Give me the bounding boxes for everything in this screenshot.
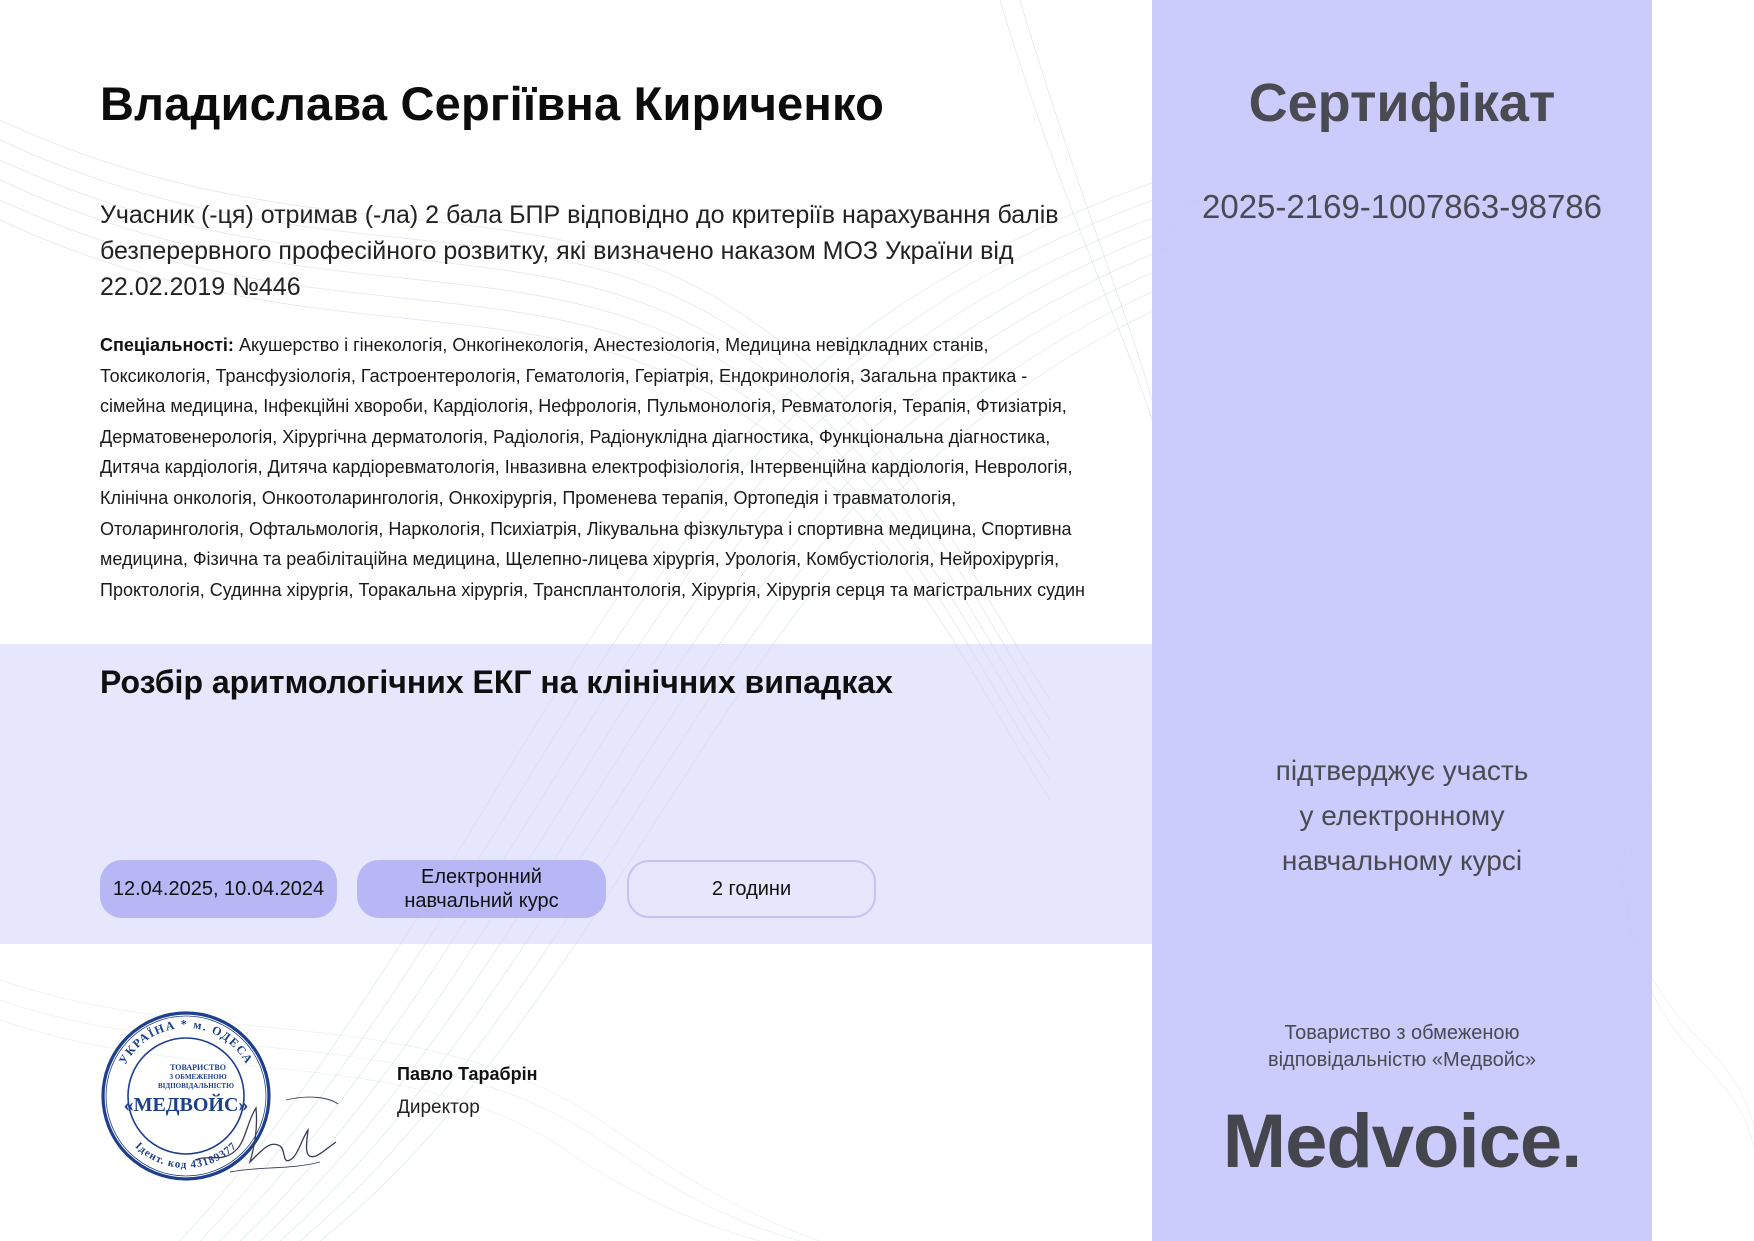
bpr-statement: Учасник (-ця) отримав (-ла) 2 бала БПР відповідно до критеріїв нарахування балів безперервного професійного розвитку, які визначено наказом МОЗ України від 22.02.2019 №446 <box>100 201 1059 301</box>
course-dates-badge <box>100 860 337 918</box>
company-line1: Товариство з обмеженою <box>1284 1022 1520 1044</box>
seal-ring-bottom: Ідент. код 43189377 <box>132 1140 240 1172</box>
course-hours-badge <box>627 860 876 918</box>
seal-inner-line1: ТОВАРИСТВО <box>170 1063 226 1072</box>
director-signature <box>190 1090 340 1180</box>
recipient-name: Владислава Сергіївна Кириченко <box>100 77 885 130</box>
specialties-block <box>100 330 1090 605</box>
course-type-line1: Електронний <box>421 866 542 888</box>
signer-role: Директор <box>397 1097 480 1118</box>
confirmation-line3: навчальному курсі <box>1281 845 1523 876</box>
certificate-number: 2025-2169-1007863-98786 <box>1201 188 1603 225</box>
svg-text:УКРАЇНА * м. ОДЕСА <box>116 1017 257 1067</box>
course-dates: 12.04.2025, 10.04.2024 <box>112 878 325 900</box>
course-type-line2: навчальний курс <box>404 890 559 912</box>
signer-name: Павло Тарабрін <box>397 1064 538 1084</box>
specialties-list: Акушерство і гінекологія, Онкогінекологія, Анестезіологія, Медицина невідкладних станів, Токсикологія, Трансфузіологія, Гастроентерологія, Гематологія, Геріатрія, Ендокринологія, Загальна практика - сімейна медицина, Інфекційні хвороби, Кардіологія, Нефрологія, Пульмонологія, Ревматологія, Терапія, Фтизіатрія, Дерматовенерологія, Хірургічна дерматологія, Радіологія, Радіонуклідна діагностика, Функціональна діагностика, Дитяча кардіологія, Дитяча кардіоревматологія, Інвазивна електрофізіологія, Інтервенційна кардіологія, Неврологія, Клінічна онкологія, Онкоотоларингологія, Онкохірургія, Променева терапія, Ортопедія і травматологія, Отоларингологія, Офтальмологія, Наркологія, Психіатрія, Лікувальна фізкультура і спортивна медицина, Спортивна медицина, Фізична та реабілітаційна медицина, Щелепно-лицева хірургія, Урологія, Комбустіологія, Нейрохірургія, Проктологія, Судинна хірургія, Торакальна хірургія, Трансплантологія, Хірургія, Хірургія серця та магістральних судин <box>100 335 1085 600</box>
course-type-badge <box>357 860 606 918</box>
course-title: Розбір аритмологічних ЕКГ на клінічних випадках <box>100 664 893 700</box>
confirmation-line1: підтверджує участь <box>1275 755 1529 786</box>
company-line2: відповідальністю «Медвойс» <box>1267 1049 1537 1071</box>
confirmation-line2: у електронному <box>1299 800 1505 831</box>
seal-inner-line3: ВІДПОВІДАЛЬНІСТЮ <box>158 1082 234 1090</box>
specialties-label: Спеціальності: <box>100 335 234 355</box>
seal-inner-line2: З ОБМЕЖЕНОЮ <box>169 1073 227 1081</box>
seal-center-text: «МЕДВОЙС» <box>123 1094 249 1116</box>
seal-ring-top: УКРАЇНА * м. ОДЕСА <box>115 1016 257 1067</box>
medvoice-logo: Medvoice. <box>1222 1099 1582 1184</box>
course-hours: 2 години <box>711 878 792 900</box>
issuer-company <box>1152 1020 1652 1074</box>
confirmation-text <box>1152 748 1652 883</box>
certificate-title: Сертифікат <box>1248 73 1556 133</box>
